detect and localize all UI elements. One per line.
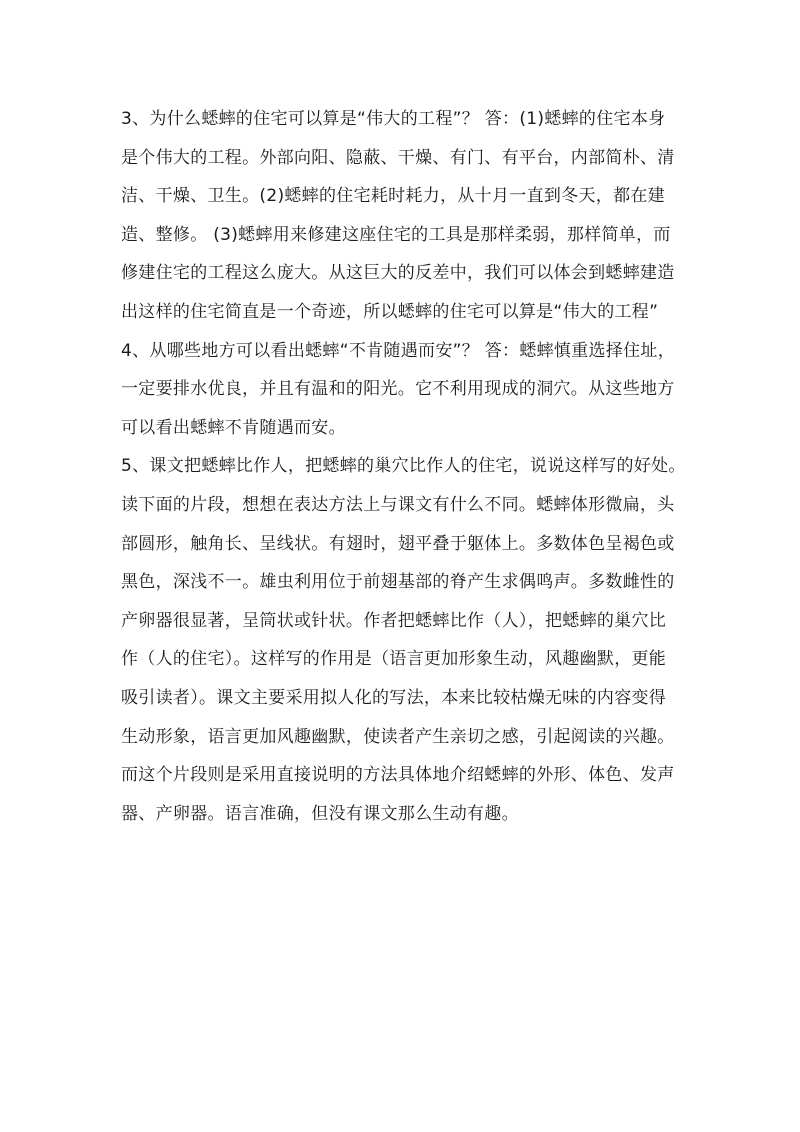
text-line: 而这个片段则是采用直接说明的方法具体地介绍蟋蟀的外形、体色、发声 xyxy=(121,765,675,786)
text-line: 出这样的住宅简直是一个奇迹，所以蟋蟀的住宅可以算是“伟大的工程” xyxy=(121,301,659,322)
text-line: 读下面的片段，想想在表达方法上与课文有什么不同。蟋蟀体形微扁，头 xyxy=(121,494,675,515)
text-line: 是个伟大的工程。外部向阳、隐蔽、干燥、有门、有平台，内部简朴、清 xyxy=(121,147,675,168)
text-line: 造、整修。 (3)蟋蟀用来修建这座住宅的工具是那样柔弱，那样简单，而 xyxy=(121,224,671,245)
text-line: 部圆形，触角长、呈线状。有翅时，翅平叠于躯体上。多数体色呈褐色或 xyxy=(121,533,675,554)
answer-text-block xyxy=(121,100,691,833)
text-line: 作（人的住宅）。这样写的作用是（语言更加形象生动，风趣幽默，更能 xyxy=(121,649,667,670)
text-line: 黑色，深浅不一。雄虫利用位于前翅基部的脊产生求偶鸣声。多数雌性的 xyxy=(121,572,675,593)
text-line: 修建住宅的工程这么庞大。从这巨大的反差中，我们可以体会到蟋蟀建造 xyxy=(121,263,675,284)
text-line: 洁、干燥、卫生。(2)蟋蟀的住宅耗时耗力，从十月一直到冬天，都在建 xyxy=(121,186,665,207)
text-line: 3、为什么蟋蟀的住宅可以算是“伟大的工程”？ 答：(1)蟋蟀的住宅本身 xyxy=(121,109,666,129)
text-line: 生动形象，语言更加风趣幽默，使读者产生亲切之感，引起阅读的兴趣。 xyxy=(121,726,675,747)
text-line: 5、课文把蟋蟀比作人，把蟋蟀的巢穴比作人的住宅，说说这样写的好处。 xyxy=(121,456,686,477)
text-line: 4、从哪些地方可以看出蟋蟀“不肯随遇而安”？ 答：蟋蟀慎重选择住址， xyxy=(121,340,676,361)
text-line: 吸引读者）。课文主要采用拟人化的写法，本来比较枯燥无味的内容变得 xyxy=(121,687,667,708)
text-line: 可以看出蟋蟀不肯随遇而安。 xyxy=(121,417,346,438)
text-line: 器、产卵器。语言准确，但没有课文那么生动有趣。 xyxy=(121,803,519,824)
text-line: 一定要排水优良，并且有温和的阳光。它不利用现成的洞穴。从这些地方 xyxy=(121,379,675,400)
text-line: 产卵器很显著，呈筒状或针状。作者把蟋蟀比作（人），把蟋蟀的巢穴比 xyxy=(121,610,667,631)
